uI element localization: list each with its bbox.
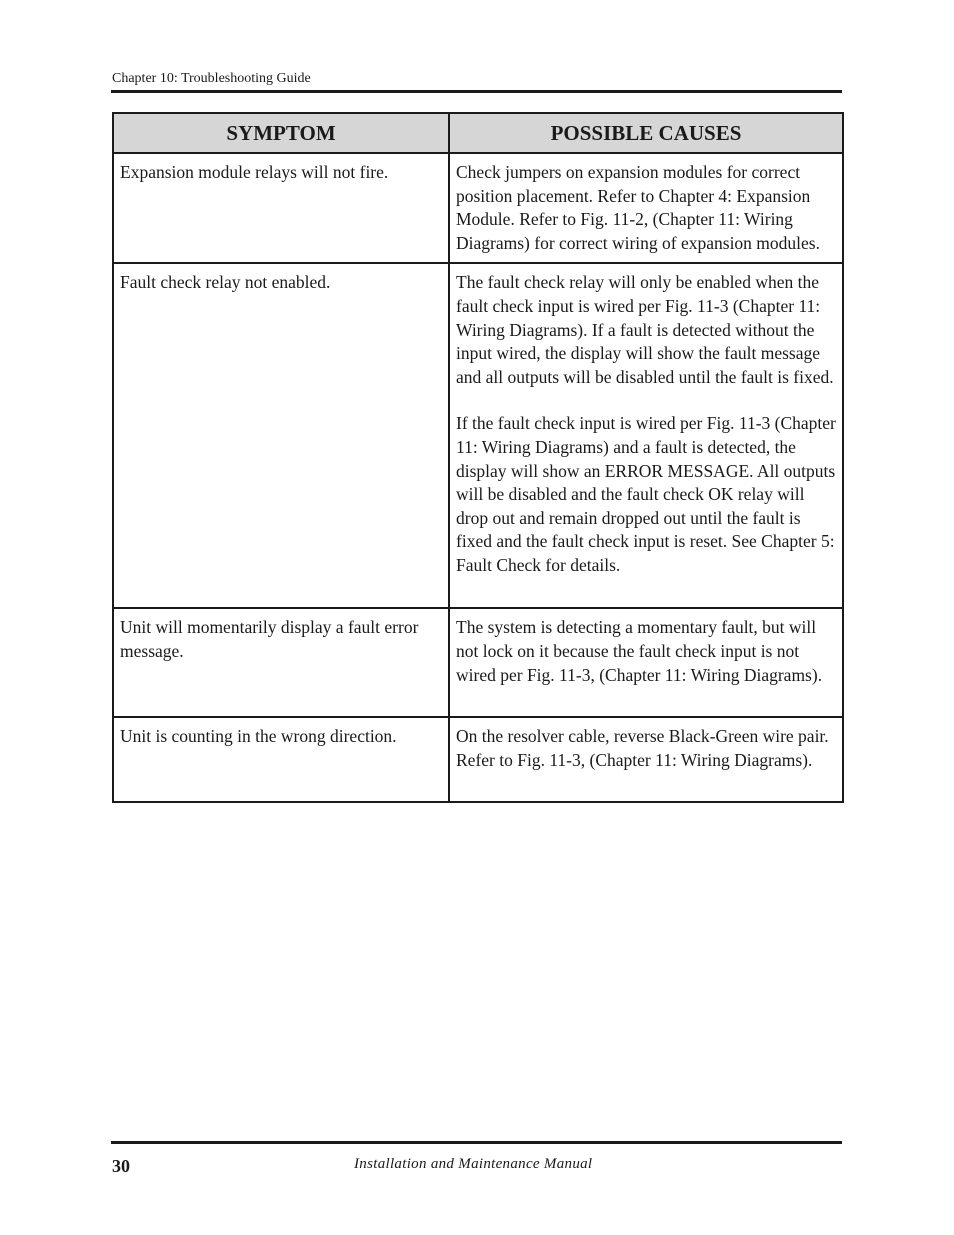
causes-paragraph: On the resolver cable, reverse Black-Green wire pair. Refer to Fig. 11-3, (Chapter 11: Wiring Diagrams). (456, 726, 829, 770)
footer-title: Installation and Maintenance Manual (354, 1156, 593, 1172)
causes-cell (449, 263, 843, 608)
page-number: 30 (112, 1156, 130, 1176)
table-row (113, 717, 843, 802)
troubleshooting-table (112, 112, 844, 803)
header-rule (111, 90, 842, 93)
symptom-cell: Unit will momentarily display a fault error message. (113, 608, 449, 717)
symptom-cell: Expansion module relays will not fire. (113, 153, 449, 263)
chapter-header: Chapter 10: Troubleshooting Guide (112, 71, 311, 86)
column-header-symptom: SYMPTOM (113, 113, 449, 153)
symptom-cell: Unit is counting in the wrong direction. (113, 717, 449, 802)
column-header-possible-causes: POSSIBLE CAUSES (449, 113, 843, 153)
causes-cell (449, 608, 843, 717)
causes-cell (449, 717, 843, 802)
causes-paragraph: If the fault check input is wired per Fig. 11-3 (Chapter 11: Wiring Diagrams) and a fault is detected, the display will show an ERROR MESSAGE. All outputs will be disabled and the fault check OK relay will drop out and remain dropped out until the fault is fixed and the fault check input is reset. See Chapter 5: Fault Check for details. (456, 413, 836, 575)
symptom-cell: Fault check relay not enabled. (113, 263, 449, 608)
table-row (113, 608, 843, 717)
footer-rule (111, 1141, 842, 1144)
causes-paragraph: Check jumpers on expansion modules for correct position placement. Refer to Chapter 4: Expansion Module. Refer to Fig. 11-2, (Chapter 11: Wiring Diagrams) for correct wiring of expansion modules. (456, 162, 820, 253)
table-header-row (113, 113, 843, 153)
causes-paragraph: The system is detecting a momentary fault, but will not lock on it because the fault check input is not wired per Fig. 11-3, (Chapter 11: Wiring Diagrams). (456, 617, 823, 685)
causes-cell (449, 153, 843, 263)
causes-paragraph: The fault check relay will only be enabled when the fault check input is wired per Fig. 11-3 (Chapter 11: Wiring Diagrams). If a fault is detected without the input wired, the display will show the fault message and all outputs will be disabled until the fault is fixed. (456, 272, 834, 387)
table-row (113, 153, 843, 263)
table-row (113, 263, 843, 608)
